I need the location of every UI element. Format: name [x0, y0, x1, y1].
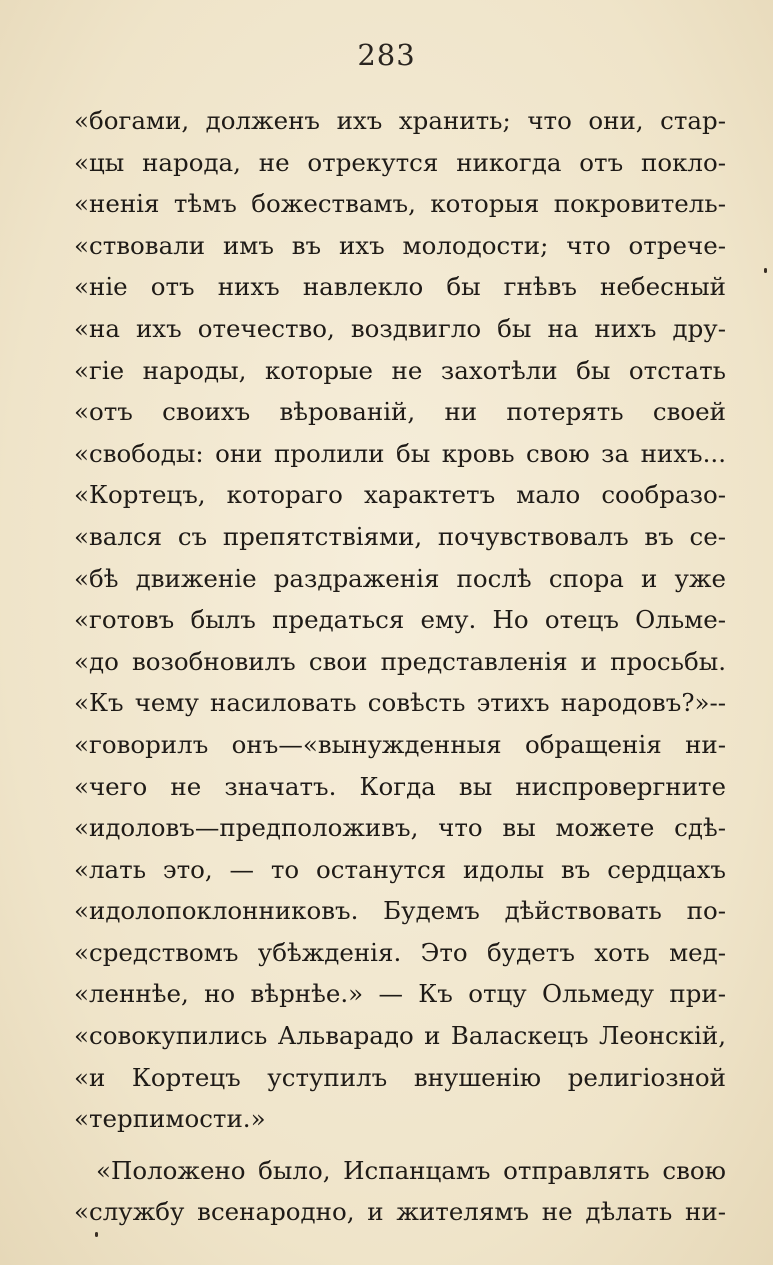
text-line: «Кортецъ, котораго характетъ мало сообразо- [74, 480, 726, 510]
text-line: «отъ своихъ вѣрованій, ни потерять своей [74, 397, 726, 427]
text-line: «совокупились Альварадо и Валаскецъ Леонскій, [74, 1021, 726, 1051]
ink-speck [95, 1232, 98, 1237]
text-line: «идоловъ—предположивъ, что вы можете сдѣ- [74, 813, 726, 843]
text-line: «говорилъ онъ—«вынужденныя обращенія ни- [74, 729, 726, 759]
text-line: «на ихъ отечество, воздвигло бы на нихъ дру- [74, 313, 726, 343]
paragraph-gap [74, 1140, 726, 1150]
text-line: «бѣ движеніе раздраженія послѣ спора и уже [74, 563, 726, 593]
text-line: «ствовали имъ въ ихъ молодости; что отрече- [74, 230, 726, 260]
text-line: «Къ чему насиловать совѣсть этихъ народовъ?»-- [74, 688, 726, 718]
text-line: «свободы: они пролили бы кровь свою за нихъ... [74, 438, 726, 468]
text-body [74, 100, 726, 1233]
text-line: «средствомъ убѣжденія. Это будетъ хоть мед- [74, 937, 726, 967]
text-line: «ненія тѣмъ божествамъ, которыя покровитель- [74, 189, 726, 219]
text-line: «идолопоклонниковъ. Будемъ дѣйствовать по- [74, 896, 726, 926]
ink-speck [764, 268, 767, 273]
text-line: «лать это, — то останутся идолы въ сердцахъ [74, 854, 726, 884]
text-line: «готовъ былъ предаться ему. Но отецъ Ольме- [74, 605, 726, 635]
page-number: 283 [357, 38, 416, 72]
text-line: «ніе отъ нихъ навлекло бы гнѣвъ небесный [74, 272, 726, 302]
text-line: «вался съ препятствіями, почувствовалъ въ се- [74, 521, 726, 551]
text-line: «и Кортецъ уступилъ внушенію религіозной [74, 1062, 726, 1092]
text-line: «чего не значатъ. Когда вы ниспровергните [74, 771, 726, 801]
paragraph-line: «Положено было, Испанцамъ отправлять свою [96, 1155, 726, 1185]
text-line: «терпимости.» [74, 1104, 266, 1134]
text-line: «цы народа, не отрекутся никогда отъ покло- [74, 147, 726, 177]
text-line: «до возобновилъ свои представленія и просьбы. [74, 646, 726, 676]
text-line: «леннѣе, но вѣрнѣе.» — Къ отцу Ольмеду при- [74, 979, 726, 1009]
paragraph-line: «службу всенародно, и жителямъ не дѣлать ни- [74, 1197, 726, 1227]
text-line: «богами, долженъ ихъ хранить; что они, стар- [74, 106, 726, 135]
text-line: «гіе народы, которые не захотѣли бы отстать [74, 355, 726, 385]
